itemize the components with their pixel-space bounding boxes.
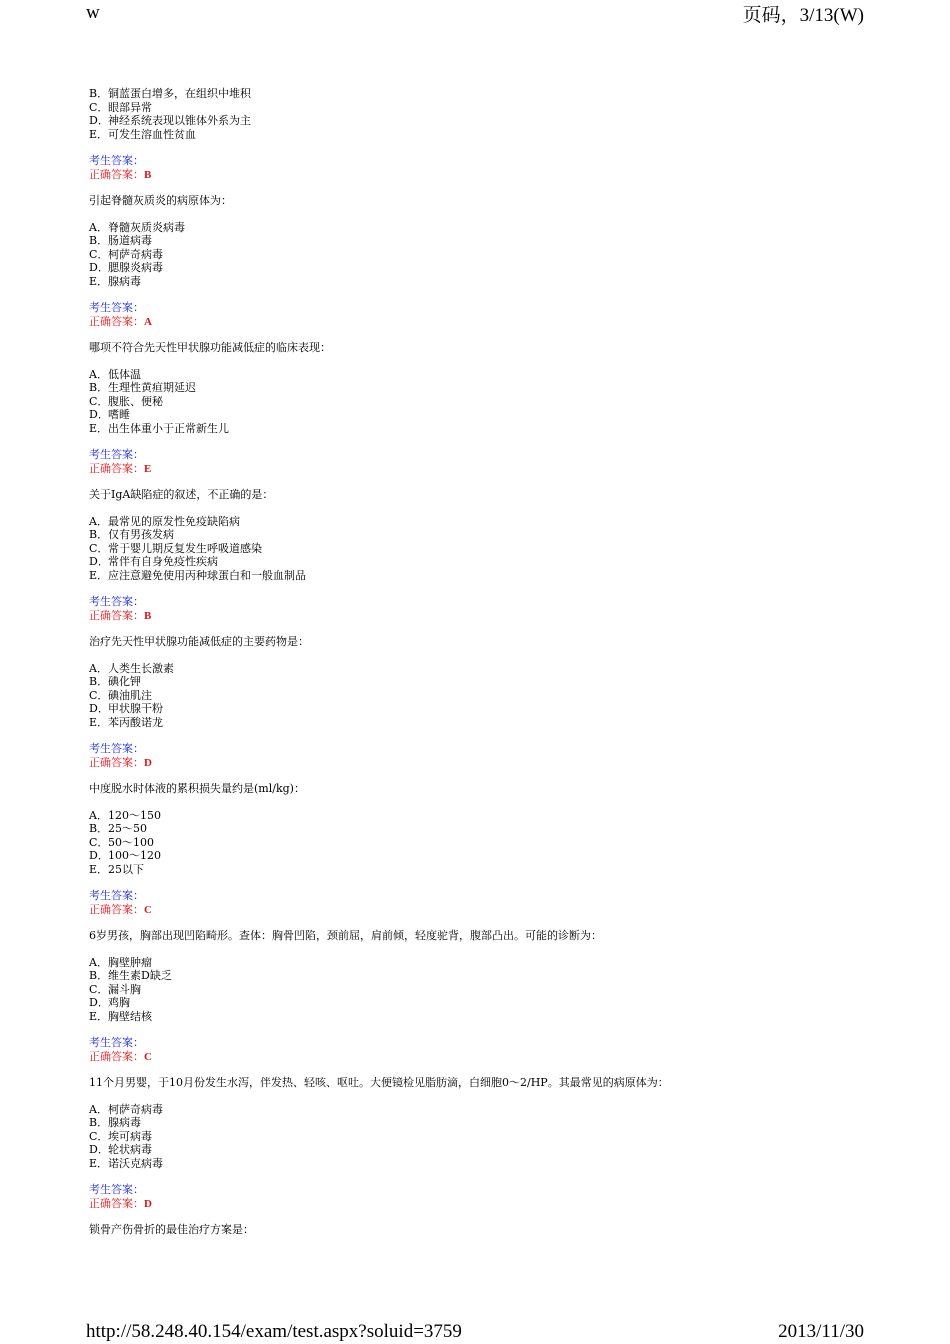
footer-url: http://58.248.40.154/exam/test.aspx?soluid=3759 xyxy=(86,1321,462,1342)
option-d: D．甲状腺干粉 xyxy=(89,702,163,715)
student-answer: 考生答案： xyxy=(89,742,144,755)
option-d: D．神经系统表现以锥体外系为主 xyxy=(89,114,251,127)
option-c: C．埃可病毒 xyxy=(89,1129,152,1143)
correct-answer: 正确答案：C xyxy=(89,902,152,916)
student-answer: 考生答案： xyxy=(89,595,144,608)
option-b: B．25～50 xyxy=(89,822,147,835)
question-text: 6岁男孩，胸部出现凹陷畸形。查体：胸骨凹陷，颈前屈，肩前倾，轻度驼背，腹部凸出。可能的诊断为： xyxy=(89,929,602,942)
option-a: A．脊髓灰质炎病毒 xyxy=(89,220,185,234)
question-text: 治疗先天性甲状腺功能减低症的主要药物是： xyxy=(89,635,309,648)
option-a: A．120～150 xyxy=(89,808,161,822)
option-e: E．诺沃克病毒 xyxy=(89,1156,163,1170)
option-c: C．柯萨奇病毒 xyxy=(89,247,163,261)
option-b: B．铜蓝蛋白增多，在组织中堆积 xyxy=(89,87,251,100)
option-a: A．低体温 xyxy=(89,367,141,381)
correct-answer: 正确答案：E xyxy=(89,461,152,475)
option-d: D．嗜睡 xyxy=(89,408,130,421)
page-number: 页码，3/13(W) xyxy=(742,5,864,26)
correct-answer: 正确答案：B xyxy=(89,608,152,622)
student-answer: 考生答案： xyxy=(89,889,144,902)
option-c: C．腹胀、便秘 xyxy=(89,394,163,408)
question-block-continued xyxy=(89,87,869,194)
option-a: A．最常见的原发性免疫缺陷病 xyxy=(89,514,240,528)
question-block xyxy=(89,635,869,782)
footer-date: 2013/11/30 xyxy=(778,1321,864,1342)
question-block xyxy=(89,341,869,488)
question-text: 锁骨产伤骨折的最佳治疗方案是： xyxy=(89,1223,254,1236)
option-d: D．常伴有自身免疫性疾病 xyxy=(89,555,218,568)
option-e: E．腺病毒 xyxy=(89,274,141,288)
option-e: E．可发生溶血性贫血 xyxy=(89,127,196,141)
question-block xyxy=(89,782,869,929)
option-c: C．碘油肌注 xyxy=(89,688,152,702)
question-text: 引起脊髓灰质炎的病原体为： xyxy=(89,194,232,207)
option-c: C．50～100 xyxy=(89,835,154,849)
question-block xyxy=(89,194,869,341)
correct-answer: 正确答案：A xyxy=(89,314,152,328)
option-b: B．腺病毒 xyxy=(89,1116,141,1129)
option-d: D．腮腺炎病毒 xyxy=(89,261,163,274)
option-e: E．出生体重小于正常新生儿 xyxy=(89,421,229,435)
student-answer: 考生答案： xyxy=(89,1183,144,1196)
correct-answer: 正确答案：D xyxy=(89,1196,152,1210)
option-b: B．肠道病毒 xyxy=(89,234,152,247)
option-b: B．维生素D缺乏 xyxy=(89,969,172,982)
correct-answer: 正确答案：C xyxy=(89,1049,152,1063)
option-a: A．人类生长激素 xyxy=(89,661,174,675)
question-text: 11个月男婴，于10月份发生水泻，伴发热、轻咳、呕吐。大便镜检见脂肪滴，白细胞0～2/HP。其最常见的病原体为： xyxy=(89,1076,669,1089)
option-e: E．苯丙酸诺龙 xyxy=(89,715,163,729)
option-b: B．碘化钾 xyxy=(89,675,141,688)
option-a: A．胸壁肿瘤 xyxy=(89,955,152,969)
question-block-partial xyxy=(89,1223,869,1237)
question-block xyxy=(89,929,869,1076)
exam-content xyxy=(89,87,869,1237)
option-e: E．胸壁结核 xyxy=(89,1009,152,1023)
option-d: D．鸡胸 xyxy=(89,996,130,1009)
option-c: C．眼部异常 xyxy=(89,100,152,114)
question-text: 中度脱水时体液的累积损失量约是(ml/kg)： xyxy=(89,782,305,795)
option-a: A．柯萨奇病毒 xyxy=(89,1102,163,1116)
question-text: 哪项不符合先天性甲状腺功能减低症的临床表现： xyxy=(89,341,331,354)
student-answer: 考生答案： xyxy=(89,301,144,314)
question-text: 关于IgA缺陷症的叙述，不正确的是： xyxy=(89,488,274,501)
option-e: E．应注意避免使用丙种球蛋白和一般血制品 xyxy=(89,568,306,582)
option-b: B．生理性黄疸期延迟 xyxy=(89,381,196,394)
header-left-text: w xyxy=(86,2,100,23)
question-block xyxy=(89,488,869,635)
question-block xyxy=(89,1076,869,1223)
option-b: B．仅有男孩发病 xyxy=(89,528,174,541)
correct-answer: 正确答案：D xyxy=(89,755,152,769)
option-d: D．轮状病毒 xyxy=(89,1143,152,1156)
student-answer: 考生答案： xyxy=(89,1036,144,1049)
option-e: E．25以下 xyxy=(89,862,144,876)
student-answer: 考生答案： xyxy=(89,154,144,167)
student-answer: 考生答案： xyxy=(89,448,144,461)
option-c: C．常于婴儿期反复发生呼吸道感染 xyxy=(89,541,262,555)
option-c: C．漏斗胸 xyxy=(89,982,141,996)
correct-answer: 正确答案：B xyxy=(89,167,152,181)
option-d: D．100～120 xyxy=(89,849,161,862)
